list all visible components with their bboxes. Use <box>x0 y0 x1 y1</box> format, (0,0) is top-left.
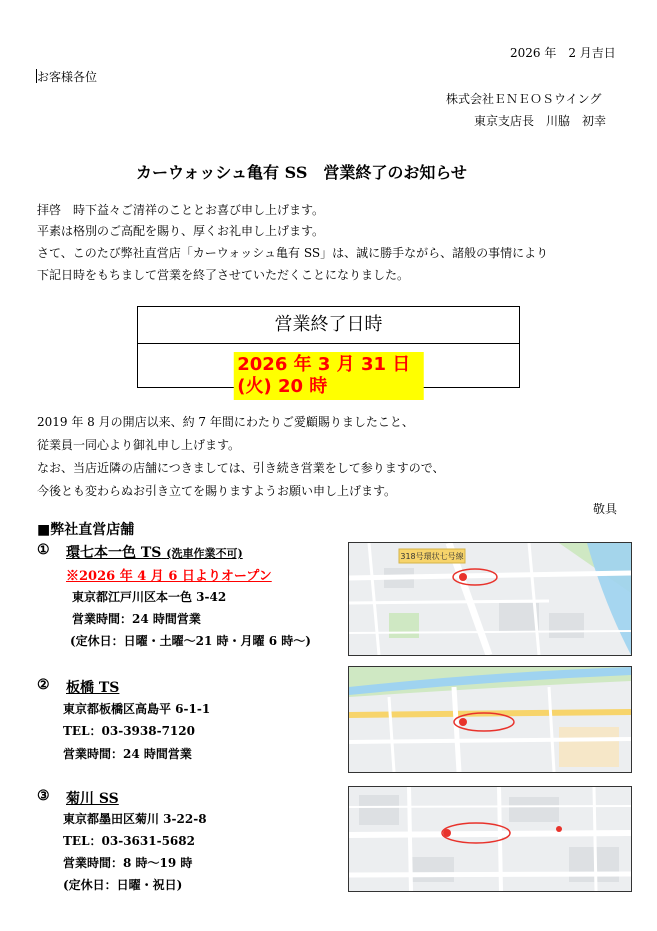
intro-line: 平素は格別のご高配を賜り、厚くお礼申し上げます。 <box>37 224 325 238</box>
store-number: ① <box>37 542 50 558</box>
body-line: 2019 年 8 月の開店以来、約 7 年間にわたりご愛顧賜りましたこと、 <box>37 415 414 429</box>
store-holiday: (定休日：日曜・土曜〜21 時・月曜 6 時〜) <box>70 634 311 648</box>
store-announcement: ※2026 年 4 月 6 日よりオープン <box>66 569 272 584</box>
store-number: ③ <box>37 788 50 804</box>
store-name <box>66 542 243 562</box>
closing-word: 敬具 <box>593 502 618 516</box>
body-line: 今後とも変わらぬお引き立てを賜りますようお願い申し上げます。 <box>37 484 397 498</box>
intro-line: 拝啓 時下益々ご清祥のこととお喜び申し上げます。 <box>37 203 325 217</box>
store-address: 東京都江戸川区本一色 3-42 <box>72 590 227 604</box>
store-map[interactable] <box>348 542 632 656</box>
page-title: カーウォッシュ亀有 SS 営業終了のお知らせ <box>136 163 467 182</box>
closing-datetime: 2026 年 3 月 31 日(火) 20 時 <box>233 352 424 400</box>
store-tel: TEL：03-3631-5682 <box>63 834 195 848</box>
stores-heading: ■弊社直営店舗 <box>37 522 135 538</box>
map-road-label: 318号環状七号線 <box>400 552 464 561</box>
body-line: 従業員一同心より御礼申し上げます。 <box>37 438 241 452</box>
addressee: お客様各位 <box>37 70 98 84</box>
store-holiday: (定休日：日曜・祝日) <box>63 878 183 892</box>
store-tel: TEL：03-3938-7120 <box>63 724 195 738</box>
store-hours: 営業時間：8 時〜19 時 <box>63 856 193 870</box>
store-map[interactable] <box>348 786 632 892</box>
notice-heading: 営業終了日時 <box>138 307 519 344</box>
store-hours: 営業時間：24 時間営業 <box>72 612 201 626</box>
company-name: 株式会社ＥＮＥＯＳウイング <box>446 92 602 106</box>
store-name: 菊川 SS <box>66 791 119 807</box>
closing-notice-box <box>137 306 520 397</box>
store-name: 板橋 TS <box>66 680 120 696</box>
store-address: 東京都板橋区高島平 6-1-1 <box>63 702 211 716</box>
store-name-text: 環七本一色 TS <box>66 545 162 561</box>
body-line: なお、当店近隣の店舗につきましては、引き続き営業をして参りますので、 <box>37 461 445 475</box>
store-note: (洗車作業不可) <box>166 547 243 560</box>
sender-name: 東京支店長 川脇 初幸 <box>474 114 607 128</box>
store-address: 東京都墨田区菊川 3-22-8 <box>63 812 207 826</box>
document-date: 2026 年 2 月吉日 <box>510 46 616 60</box>
intro-line: さて、このたび弊社直営店「カーウォッシュ亀有 SS」は、誠に勝手ながら、諸般の事情により <box>37 246 549 260</box>
store-hours: 営業時間：24 時間営業 <box>63 747 192 761</box>
store-map[interactable] <box>348 666 632 773</box>
store-number: ② <box>37 677 50 693</box>
intro-line: 下記日時をもちまして営業を終了させていただくことになりました。 <box>37 268 410 282</box>
